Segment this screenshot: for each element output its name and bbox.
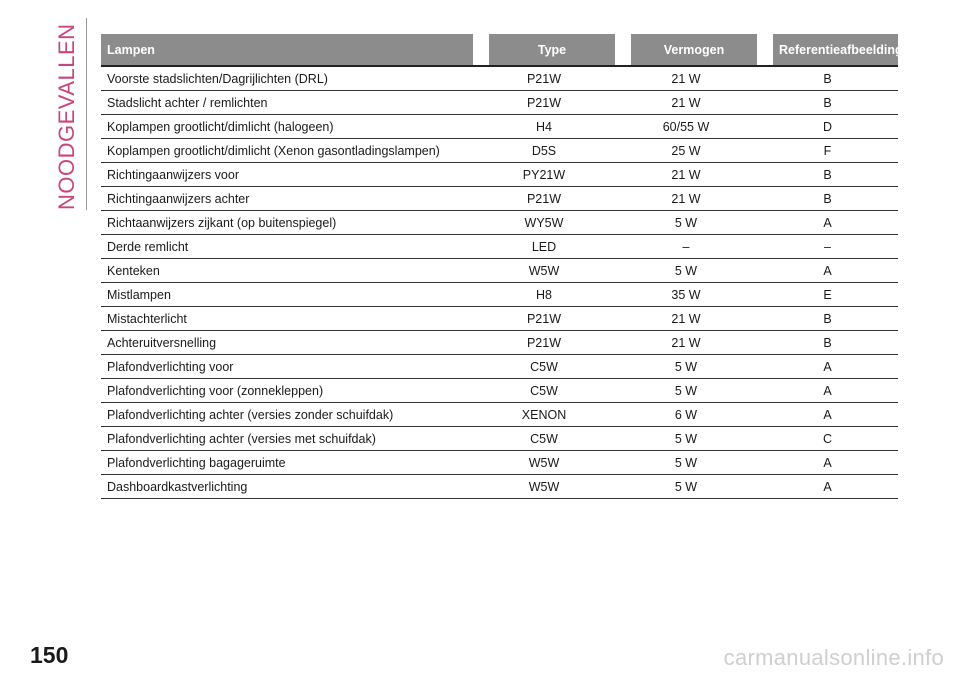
cell-power: 35 W bbox=[615, 283, 757, 307]
cell-reference: E bbox=[757, 283, 898, 307]
cell-lamp: Richtingaanwijzers voor bbox=[101, 163, 473, 187]
cell-power: 5 W bbox=[615, 475, 757, 499]
cell-power: 5 W bbox=[615, 211, 757, 235]
cell-type: C5W bbox=[473, 355, 615, 379]
cell-lamp: Plafondverlichting achter (versies met schuifdak) bbox=[101, 427, 473, 451]
header-type: Type bbox=[489, 34, 615, 67]
cell-reference: A bbox=[757, 355, 898, 379]
cell-type: PY21W bbox=[473, 163, 615, 187]
table-row bbox=[101, 115, 898, 139]
cell-reference: B bbox=[757, 187, 898, 211]
cell-reference: A bbox=[757, 259, 898, 283]
table-row bbox=[101, 451, 898, 475]
table-row bbox=[101, 283, 898, 307]
cell-type: P21W bbox=[473, 67, 615, 91]
cell-power: 21 W bbox=[615, 307, 757, 331]
table-row bbox=[101, 187, 898, 211]
cell-lamp: Koplampen grootlicht/dimlicht (halogeen) bbox=[101, 115, 473, 139]
cell-reference: B bbox=[757, 163, 898, 187]
cell-lamp: Mistlampen bbox=[101, 283, 473, 307]
cell-lamp: Voorste stadslichten/Dagrijlichten (DRL) bbox=[101, 67, 473, 91]
cell-lamp: Derde remlicht bbox=[101, 235, 473, 259]
cell-reference: B bbox=[757, 67, 898, 91]
cell-power: – bbox=[615, 235, 757, 259]
cell-power: 5 W bbox=[615, 259, 757, 283]
cell-power: 60/55 W bbox=[615, 115, 757, 139]
cell-lamp: Richtaanwijzers zijkant (op buitenspiegel) bbox=[101, 211, 473, 235]
cell-lamp: Mistachterlicht bbox=[101, 307, 473, 331]
page-number: 150 bbox=[30, 642, 69, 668]
table-row bbox=[101, 163, 898, 187]
cell-type: P21W bbox=[473, 331, 615, 355]
cell-reference: – bbox=[757, 235, 898, 259]
cell-lamp: Plafondverlichting bagageruimte bbox=[101, 451, 473, 475]
cell-type: W5W bbox=[473, 259, 615, 283]
cell-lamp: Achteruitversnelling bbox=[101, 331, 473, 355]
cell-reference: B bbox=[757, 331, 898, 355]
cell-type: P21W bbox=[473, 91, 615, 115]
section-title: NOODGEVALLEN bbox=[54, 23, 79, 210]
cell-type: P21W bbox=[473, 187, 615, 211]
cell-lamp: Kenteken bbox=[101, 259, 473, 283]
cell-type: W5W bbox=[473, 451, 615, 475]
cell-type: C5W bbox=[473, 379, 615, 403]
cell-lamp: Plafondverlichting voor bbox=[101, 355, 473, 379]
table-row bbox=[101, 259, 898, 283]
cell-type: XENON bbox=[473, 403, 615, 427]
cell-lamp: Plafondverlichting voor (zonnekleppen) bbox=[101, 379, 473, 403]
cell-type: H8 bbox=[473, 283, 615, 307]
table-row bbox=[101, 427, 898, 451]
cell-lamp: Plafondverlichting achter (versies zonder schuifdak) bbox=[101, 403, 473, 427]
table-row bbox=[101, 331, 898, 355]
cell-reference: B bbox=[757, 91, 898, 115]
cell-reference: A bbox=[757, 403, 898, 427]
cell-power: 21 W bbox=[615, 67, 757, 91]
cell-reference: A bbox=[757, 211, 898, 235]
table-row bbox=[101, 379, 898, 403]
table-row bbox=[101, 403, 898, 427]
cell-reference: F bbox=[757, 139, 898, 163]
cell-power: 5 W bbox=[615, 451, 757, 475]
section-divider bbox=[86, 18, 87, 210]
cell-reference: A bbox=[757, 475, 898, 499]
cell-type: LED bbox=[473, 235, 615, 259]
header-vermogen: Vermogen bbox=[631, 34, 757, 67]
cell-power: 5 W bbox=[615, 379, 757, 403]
cell-lamp: Richtingaanwijzers achter bbox=[101, 187, 473, 211]
table-body bbox=[101, 67, 898, 499]
cell-lamp: Dashboardkastverlichting bbox=[101, 475, 473, 499]
cell-lamp: Koplampen grootlicht/dimlicht (Xenon gasontladingslampen) bbox=[101, 139, 473, 163]
cell-power: 5 W bbox=[615, 427, 757, 451]
table-row bbox=[101, 91, 898, 115]
header-lampen: Lampen bbox=[101, 34, 473, 67]
cell-type: C5W bbox=[473, 427, 615, 451]
cell-power: 21 W bbox=[615, 91, 757, 115]
table-row bbox=[101, 139, 898, 163]
cell-type: W5W bbox=[473, 475, 615, 499]
bulb-table bbox=[101, 34, 903, 499]
cell-reference: C bbox=[757, 427, 898, 451]
table-row bbox=[101, 475, 898, 499]
table-row bbox=[101, 67, 898, 91]
table-row bbox=[101, 235, 898, 259]
cell-power: 21 W bbox=[615, 163, 757, 187]
table-row bbox=[101, 355, 898, 379]
cell-type: WY5W bbox=[473, 211, 615, 235]
cell-type: D5S bbox=[473, 139, 615, 163]
table-row bbox=[101, 211, 898, 235]
watermark: carmanualsonline.info bbox=[723, 645, 944, 670]
table-header-row bbox=[101, 34, 898, 67]
cell-type: P21W bbox=[473, 307, 615, 331]
table-row bbox=[101, 307, 898, 331]
cell-power: 21 W bbox=[615, 331, 757, 355]
bulb-table-container bbox=[101, 34, 903, 499]
cell-reference: B bbox=[757, 307, 898, 331]
cell-power: 25 W bbox=[615, 139, 757, 163]
cell-type: H4 bbox=[473, 115, 615, 139]
cell-power: 6 W bbox=[615, 403, 757, 427]
cell-reference: A bbox=[757, 451, 898, 475]
cell-reference: A bbox=[757, 379, 898, 403]
cell-power: 21 W bbox=[615, 187, 757, 211]
cell-power: 5 W bbox=[615, 355, 757, 379]
header-referentieafbeelding: Referentieafbeelding bbox=[773, 34, 898, 67]
cell-lamp: Stadslicht achter / remlichten bbox=[101, 91, 473, 115]
cell-reference: D bbox=[757, 115, 898, 139]
